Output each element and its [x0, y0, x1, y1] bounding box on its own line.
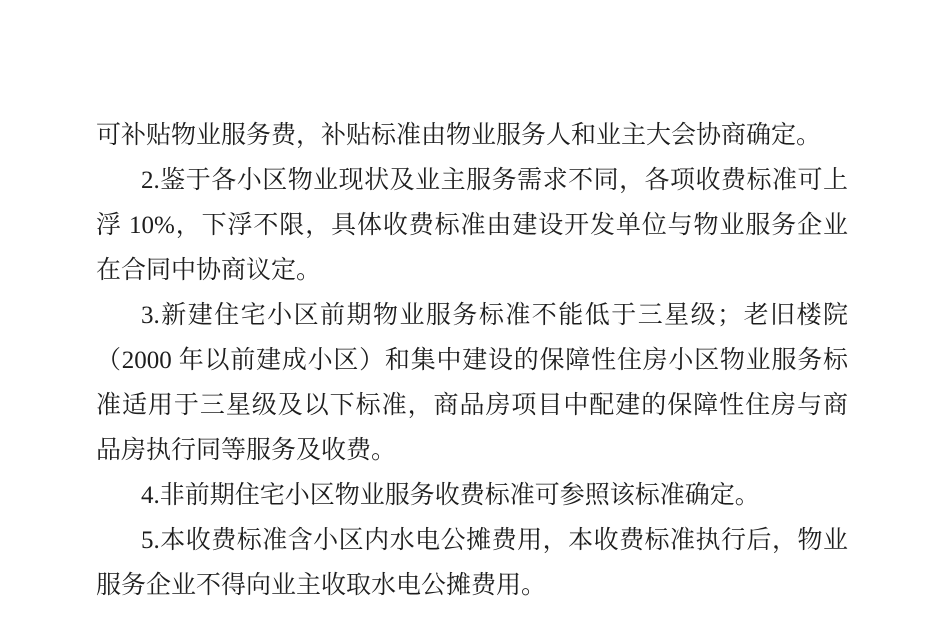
text-line: （2000 年以前建成小区）和集中建设的保障性住房小区物业服务标 [96, 347, 848, 374]
paragraph [96, 158, 848, 293]
text-line: 5.本收费标准含小区内水电公摊费用，本收费标准执行后，物业 [141, 527, 848, 554]
text-line: 可补贴物业服务费，补贴标准由物业服务人和业主大会协商确定。 [96, 122, 822, 149]
text-line: 4.非前期住宅小区物业服务收费标准可参照该标准确定。 [141, 482, 760, 509]
document-body [96, 113, 848, 608]
paragraph [96, 113, 848, 158]
text-line: 品房执行同等服务及收费。 [96, 437, 397, 464]
text-line: 2.鉴于各小区物业现状及业主服务需求不同，各项收费标准可上 [141, 167, 848, 194]
text-line: 准适用于三星级及以下标准，商品房项目中配建的保障性住房与商 [96, 392, 848, 419]
text-line: 服务企业不得向业主收取水电公摊费用。 [96, 572, 547, 599]
text-line: 在合同中协商议定。 [96, 257, 322, 284]
text-line: 浮 10%，下浮不限，具体收费标准由建设开发单位与物业服务企业 [96, 212, 848, 239]
paragraph [96, 473, 848, 518]
paragraph [96, 293, 848, 473]
text-line: 3.新建住宅小区前期物业服务标准不能低于三星级；老旧楼院 [141, 302, 848, 329]
paragraph [96, 518, 848, 608]
